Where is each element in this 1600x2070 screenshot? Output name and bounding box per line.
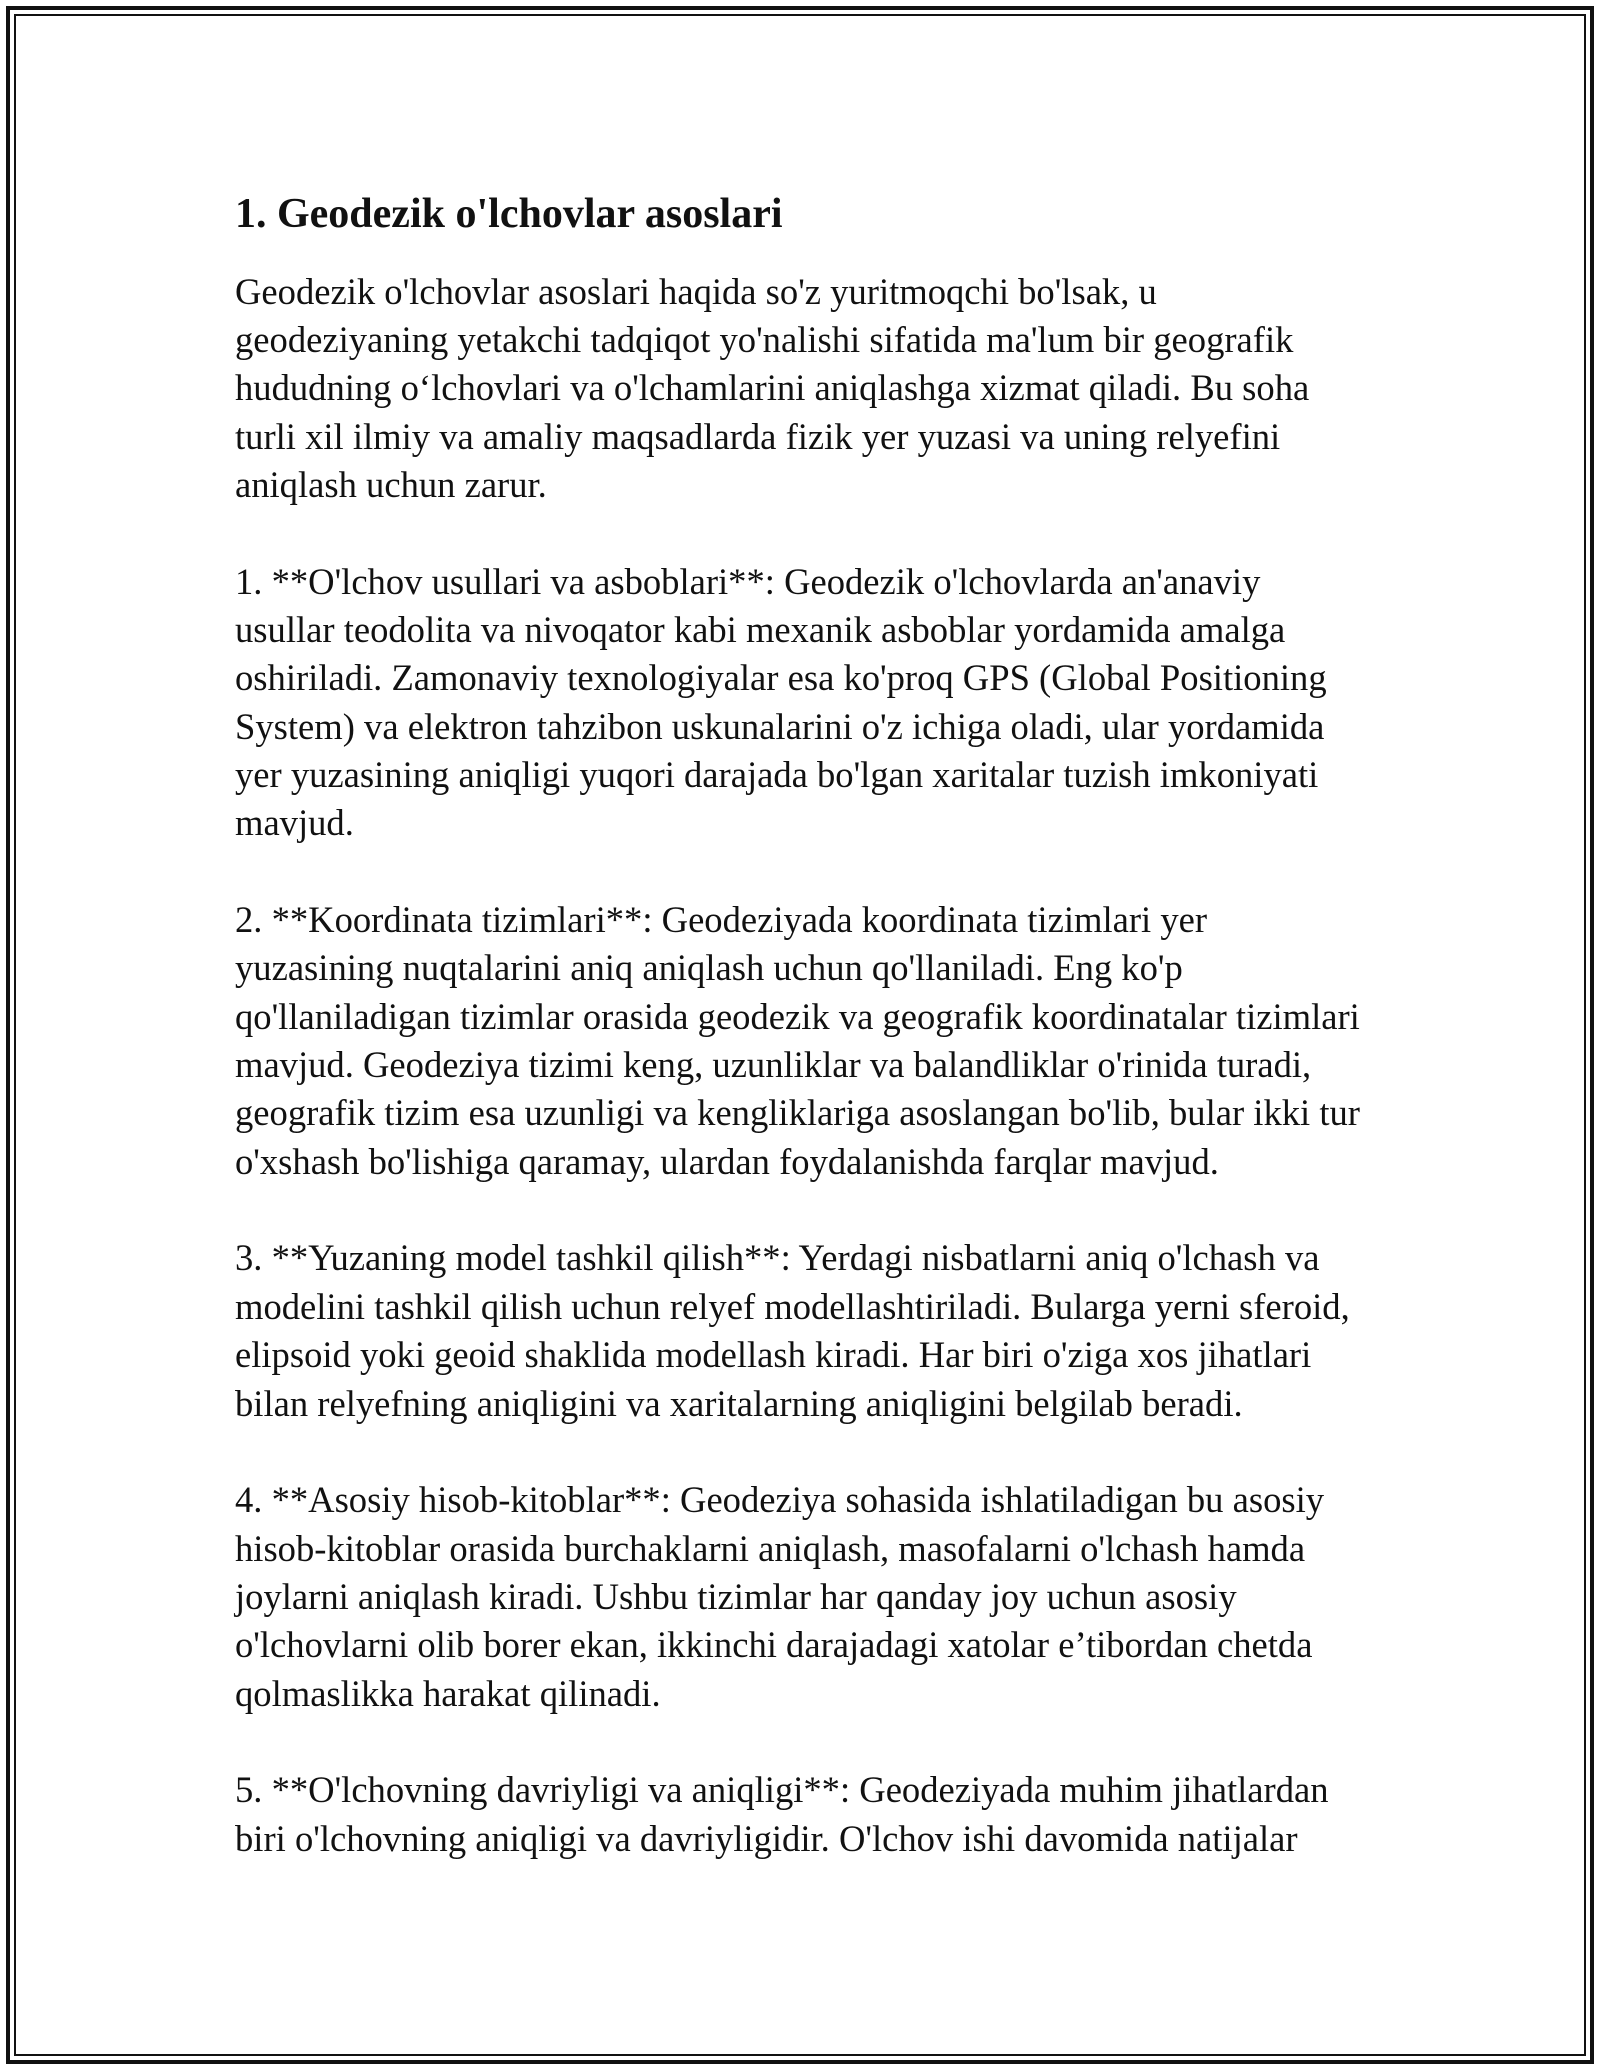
paragraph-line: modelini tashkil qilish uchun relyef modellashtiriladi. Bularga yerni sferoid,: [235, 1285, 1350, 1327]
paragraph-line: System) va elektron tahzibon uskunalarini o'z ichiga oladi, ular yordamida: [235, 705, 1325, 747]
document-heading: 1. Geodezik o'lchovlar asoslari: [235, 191, 783, 237]
paragraph-3: [235, 896, 1435, 1186]
paragraph-line: hududning o‘lchovlari va o'lchamlarini aniqlashga xizmat qiladi. Bu soha: [235, 367, 1310, 409]
paragraph-line: bilan relyefning aniqligini va xaritalarning aniqligini belgilab beradi.: [235, 1382, 1243, 1424]
paragraph-line: o'lchovlarni olib borer ekan, ikkinchi darajadagi xatolar e’tibordan chetda: [235, 1624, 1313, 1666]
paragraph-line: 1. **O'lchov usullari va asboblari**: Geodezik o'lchovlarda an'anaviy: [235, 560, 1261, 602]
paragraph-line: joylarni aniqlash kiradi. Ushbu tizimlar har qanday joy uchun asosiy: [235, 1575, 1237, 1617]
paragraph-line: 2. **Koordinata tizimlari**: Geodeziyada koordinata tizimlari yer: [235, 899, 1208, 941]
paragraph-6: [235, 1766, 1435, 1863]
paragraph-line: geografik tizim esa uzunligi va kengliklariga asoslangan bo'lib, bular ikki tur: [235, 1092, 1360, 1134]
paragraph-line: 5. **O'lchovning davriyligi va aniqligi**: Geodeziyada muhim jihatlardan: [235, 1769, 1329, 1811]
document-text: [235, 268, 1435, 1863]
paragraph-line: 3. **Yuzaning model tashkil qilish**: Yerdagi nisbatlarni aniq o'lchash va: [235, 1237, 1320, 1279]
paragraph-5: [235, 1476, 1435, 1718]
paragraph-2: [235, 558, 1435, 848]
paragraph-line: 4. **Asosiy hisob-kitoblar**: Geodeziya sohasida ishlatiladigan bu asosiy: [235, 1479, 1325, 1521]
paragraph-line: usullar teodolita va nivoqator kabi mexanik asboblar yordamida amalga: [235, 609, 1286, 650]
paragraph-4: [235, 1234, 1435, 1427]
paragraph-line: Geodezik o'lchovlar asoslari haqida so'z yuritmoqchi bo'lsak, u: [235, 270, 1157, 312]
paragraph-line: geodeziyaning yetakchi tadqiqot yo'nalishi sifatida ma'lum bir geografik: [235, 318, 1294, 360]
paragraph-line: aniqlash uchun zarur.: [235, 463, 547, 505]
paragraph-line: hisob-kitoblar orasida burchaklarni aniqlash, masofalarni o'lchash hamda: [235, 1527, 1306, 1569]
paragraph-line: elipsoid yoki geoid shaklida modellash kiradi. Har biri o'ziga xos jihatlari: [235, 1334, 1312, 1376]
document-body: [235, 189, 1435, 1911]
paragraph-line: biri o'lchovning aniqligi va davriyligidir. O'lchov ishi davomida natijalar: [235, 1817, 1298, 1859]
paragraph-line: turli xil ilmiy va amaliy maqsadlarda fizik yer yuzasi va uning relyefini: [235, 415, 1281, 457]
paragraph-line: yer yuzasining aniqligi yuqori darajada bo'lgan xaritalar tuzish imkoniyati: [235, 754, 1319, 796]
paragraph-line: yuzasining nuqtalarini aniq aniqlash uchun qo'llaniladi. Eng ko'p: [235, 947, 1183, 989]
paragraph-line: oshiriladi. Zamonaviy texnologiyalar esa ko'proq GPS (Global Positioning: [235, 657, 1327, 699]
paragraph-line: o'xshash bo'lishiga qaramay, ulardan foydalanishda farqlar mavjud.: [235, 1140, 1219, 1182]
paragraph-line: qolmaslikka harakat qilinadi.: [235, 1672, 661, 1714]
paragraph-1: [235, 268, 1435, 510]
paragraph-line: mavjud. Geodeziya tizimi keng, uzunliklar va balandliklar o'rinida turadi,: [235, 1044, 1312, 1086]
paragraph-line: qo'llaniladigan tizimlar orasida geodezik va geografik koordinatalar tizimlari: [235, 995, 1360, 1037]
paragraph-line: mavjud.: [235, 802, 354, 844]
